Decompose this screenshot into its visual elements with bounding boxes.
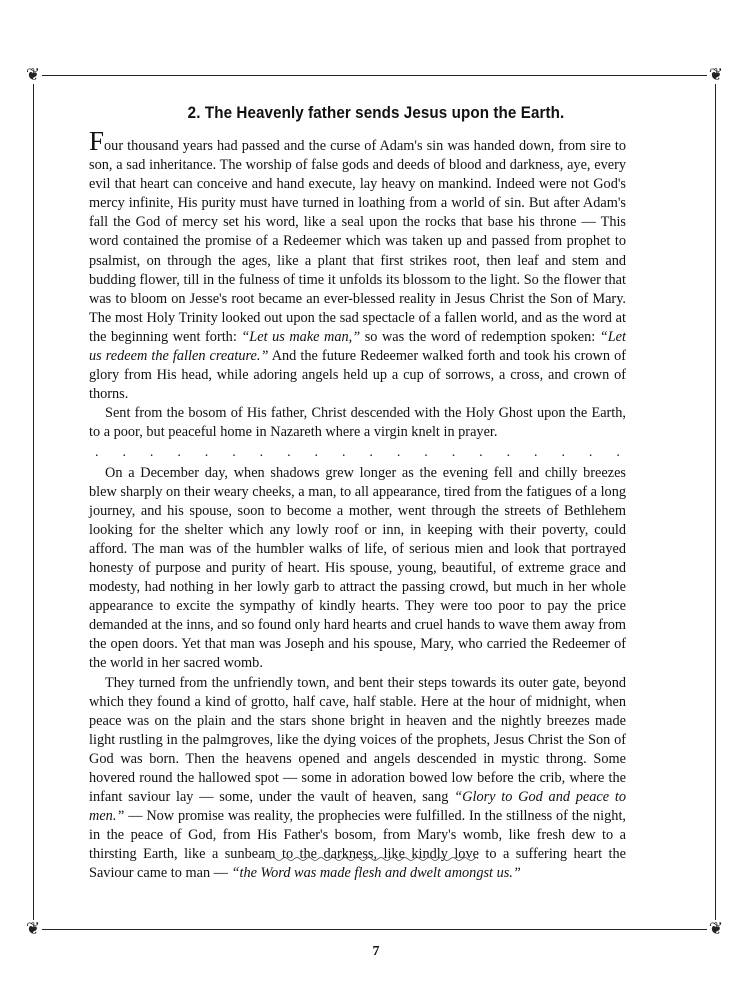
separator-dot: .	[287, 444, 291, 460]
separator-dot: .	[451, 444, 456, 460]
paragraph-1	[89, 126, 627, 404]
frame-border-right	[715, 75, 716, 929]
separator-dot: .	[424, 444, 428, 460]
paragraph-2: Sent from the bosom of His father, Christ descended with the Holy Ghost upon the Earth, to a poor, but peaceful home in Nazareth where a virgin knelt in prayer.	[89, 405, 626, 441]
frame-border-top	[33, 75, 716, 76]
body-text	[89, 126, 627, 884]
corner-ornament-icon: ❦	[708, 919, 724, 938]
separator-dot: .	[506, 444, 511, 460]
separator-dot: .	[204, 444, 209, 460]
separator-dot: .	[122, 444, 126, 460]
text-run: so was the word of redemption spoken:	[360, 328, 600, 345]
text-run: our thousand years had passed and the curse of Adam's sin was handed down, from sire to son, a sad inheritance. The worship of false gods and deeds of blood and darkness, aye, every evil that heart can conceive and hand execute, lay heavy on mankind. Indeed were not God's mercy infinite, His purity must have turned in loathing from a world of sin. But after Adam's fall the God of mercy set his word, like a seal upon the rocks that base his throne — This word contained the promise of a Redeemer which was taken up and passed from prophet to psalmist, on through the ages, like a plant that first strikes root, then leaf and stem and budding flower, till in the fulness of time it unfolds its blossom to the light. So the flower that was to bloom on Jesse's root became an ever-blessed reality in Jesus Christ the Son of Mary. The most Holy Trinity looked out upon the sad spectacle of a fallen world, and as the word at the beginning went forth:	[89, 138, 626, 345]
separator-dot: .	[561, 444, 565, 460]
paragraph-3: On a December day, when shadows grew longer as the evening fell and chilly breezes blew sharply on their weary cheeks, a man, to all appearance, tired from the fatigues of a long journey, and his spouse, soon to become a mother, went through the streets of Bethlehem looking for the shelter which any lowly roof or inn, in keeping with their poverty, could afford. The man was of the humbler walks of life, of serious mien and look that portrayed honesty of purpose and purity of heart. His spouse, young, beautiful, of extreme grace and modesty, had nothing in her lowly garb to attract the passing crowd, but much in her whole appearance to excite the sympathy of kindly hearts. They were too poor to pay the price demanded at the inns, and so found only hard hearts and cruel hands to wave them away from the open doors. Yet that man was Joseph and his spouse, Mary, who carried the Redeemer of the world in her sacred womb.	[89, 464, 626, 672]
corner-ornament-icon: ❦	[25, 65, 41, 84]
separator-dot: .	[177, 444, 181, 460]
quote-glory-to-god: “Glory to God and peace to men.”	[89, 789, 626, 825]
separator-dot: .	[588, 444, 593, 460]
separator-dot: .	[341, 444, 346, 460]
separator-dot: .	[369, 444, 373, 460]
quote-let-us-make-man: “Let us make man,”	[241, 328, 361, 345]
dotted-separator	[95, 446, 620, 460]
wavy-divider	[270, 856, 478, 862]
frame-border-bottom	[33, 929, 716, 930]
separator-dot: .	[232, 444, 236, 460]
separator-dot: .	[616, 444, 620, 460]
chapter-title: 2. The Heavenly father sends Jesus upon the Earth.	[187, 104, 565, 122]
text-run: And the future Redeemer walked forth and took his crown of glory from His head, while adoring angels held up a cup of sorrows, a cross, and crown of thorns.	[89, 348, 626, 403]
quote-let-us-redeem: “Let us redeem the fallen creature.”	[89, 328, 627, 365]
text-run: — Now promise was reality, the prophecies were fulfilled. In the stillness of the night, in the peace of God, from His Father's bosom, from Mary's womb, like fresh dew to a thirsting Earth, like a sunbeam to the darkness, like kindly love to a suffering heart the Saviour came to man —	[89, 808, 626, 882]
separator-dot: .	[149, 444, 154, 460]
text-run: They turned from the unfriendly town, and bent their steps towards its outer gate, beyond which they found a kind of grotto, half cave, half stable. Here at the hour of midnight, when peace was on the plain and the stars shone bright in heaven and the nightly breezes made light rustling in the palmgroves, like the dying voices of the prophets, Jesus Christ the Son of God was born. Then the heavens opened and angels descended in mystic throng. Some hovered round the hallowed spot — some in adoration bowed low before the crib, where the infant saviour lay — some, under the vault of heaven, sang	[89, 674, 626, 806]
separator-dot: .	[534, 444, 538, 460]
corner-ornament-icon: ❦	[25, 919, 41, 938]
quote-word-made-flesh: “the Word was made flesh and dwelt amongst us.”	[231, 865, 521, 882]
page-number: 7	[372, 944, 380, 959]
separator-dot: .	[396, 444, 401, 460]
separator-dot: .	[314, 444, 318, 460]
frame-border-left	[33, 75, 34, 929]
paragraph-4	[89, 674, 626, 884]
separator-dot: .	[95, 444, 99, 460]
drop-cap: F	[89, 126, 105, 156]
separator-dot: .	[259, 444, 264, 460]
corner-ornament-icon: ❦	[708, 65, 724, 84]
separator-dot: .	[479, 444, 483, 460]
